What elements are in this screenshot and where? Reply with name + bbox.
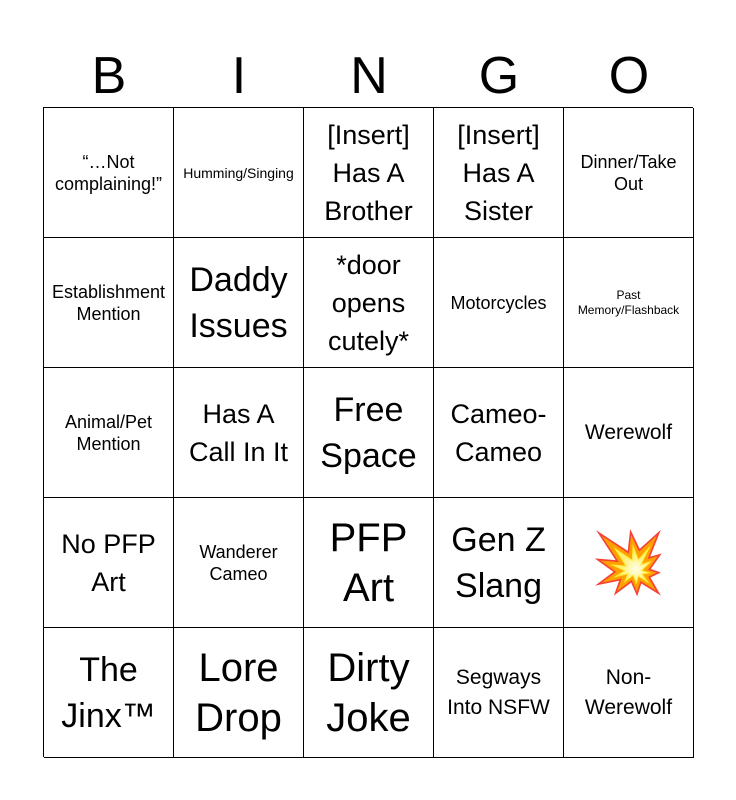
bingo-cell[interactable]: [174, 238, 304, 368]
header-letter-b: B: [91, 47, 127, 105]
cell-text: Motorcycles: [450, 292, 547, 313]
bingo-cell[interactable]: [564, 238, 694, 368]
header-letter-o: O: [608, 47, 650, 105]
bingo-cell[interactable]: [434, 498, 564, 628]
bingo-cell[interactable]: [304, 628, 434, 758]
cell-text: The Jinx™: [61, 650, 156, 735]
bingo-cell[interactable]: [434, 628, 564, 758]
header-letter-g: G: [478, 47, 520, 105]
bingo-cell[interactable]: [564, 368, 694, 498]
cell-text: Segways Into NSFW: [447, 665, 550, 719]
cell-text: Cameo-Cameo: [450, 398, 547, 467]
cell-text: “…Not complaining!”: [54, 151, 163, 194]
cell-text: Werewolf: [584, 420, 673, 444]
bingo-cell[interactable]: [304, 108, 434, 238]
bingo-cell[interactable]: [564, 498, 694, 628]
cell-text: Gen Z Slang: [451, 520, 546, 605]
bingo-cell[interactable]: [174, 498, 304, 628]
cell-text: [Insert] Has A Sister: [457, 119, 540, 226]
cell-text: Establishment Mention: [51, 281, 166, 324]
bingo-cell[interactable]: [304, 498, 434, 628]
cell-text: Animal/Pet Mention: [64, 411, 153, 454]
bingo-cell[interactable]: [44, 108, 174, 238]
collision-icon: 💥: [591, 528, 666, 596]
bingo-cell[interactable]: [44, 498, 174, 628]
bingo-cell[interactable]: [44, 628, 174, 758]
bingo-cell[interactable]: [174, 628, 304, 758]
cell-text: Dinner/Take Out: [580, 151, 677, 194]
cell-text: Non-Werewolf: [584, 665, 673, 719]
cell-text: PFP Art: [329, 515, 408, 610]
bingo-cell[interactable]: [564, 628, 694, 758]
cell-text: No PFP Art: [61, 528, 156, 597]
header-letter-n: N: [350, 47, 388, 105]
cell-text: Dirty Joke: [326, 645, 411, 740]
bingo-cell[interactable]: [174, 108, 304, 238]
cell-text: Humming/Singing: [183, 164, 294, 181]
bingo-cell[interactable]: [304, 238, 434, 368]
bingo-cell[interactable]: [564, 108, 694, 238]
cell-text: *door opens cutely*: [327, 249, 410, 356]
header-letter-i: I: [231, 47, 247, 105]
cell-text: Daddy Issues: [189, 260, 288, 345]
bingo-cell[interactable]: [44, 368, 174, 498]
cell-text: Wanderer Cameo: [199, 541, 278, 584]
bingo-cell[interactable]: [434, 108, 564, 238]
cell-text: Lore Drop: [195, 645, 282, 740]
cell-text: Free Space: [320, 390, 417, 475]
bingo-cell[interactable]: [44, 238, 174, 368]
bingo-header: [44, 44, 694, 108]
bingo-cell[interactable]: [434, 368, 564, 498]
bingo-cell[interactable]: [434, 238, 564, 368]
cell-text: Has A Call In It: [188, 398, 289, 467]
free-space-cell[interactable]: [304, 368, 434, 498]
bingo-card: [43, 107, 693, 757]
bingo-cell[interactable]: [174, 368, 304, 498]
cell-text: Past Memory/Flashback: [577, 287, 680, 317]
cell-text: [Insert] Has A Brother: [324, 119, 413, 226]
